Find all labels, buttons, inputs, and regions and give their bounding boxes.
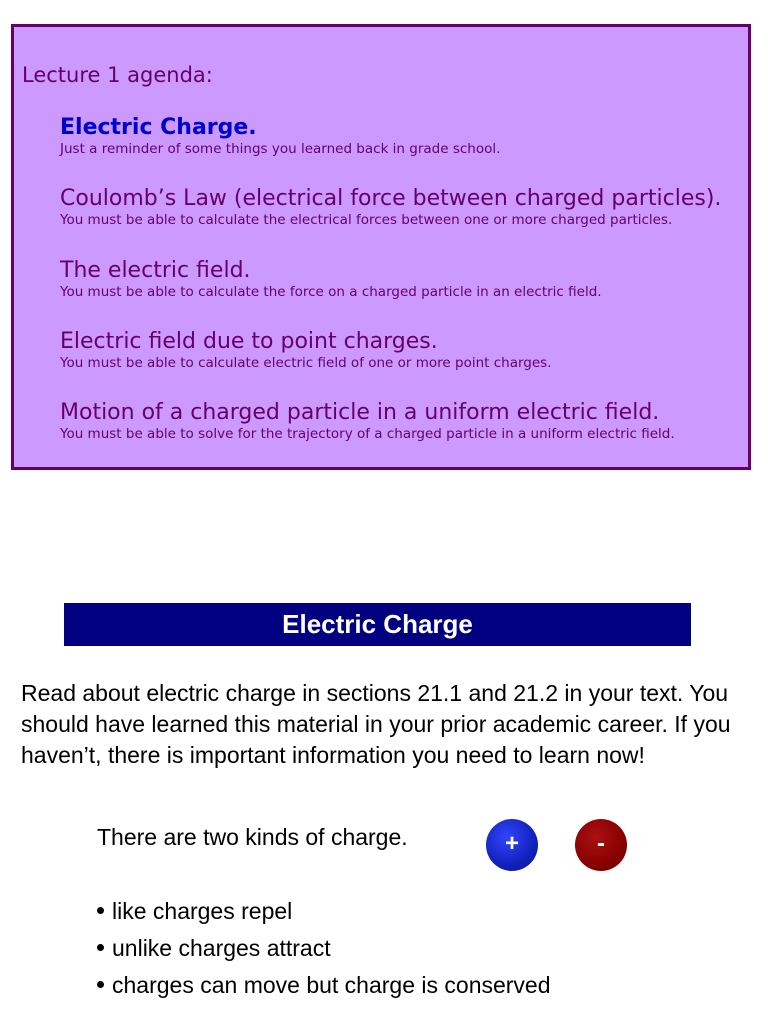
charge-properties-list <box>97 896 551 1007</box>
agenda-item-electric-field <box>60 258 602 301</box>
list-item <box>97 970 551 1007</box>
list-item <box>97 896 551 933</box>
list-item-text: charges can move but charge is conserved <box>112 972 551 998</box>
agenda-item-heading: Electric Charge. <box>60 115 257 140</box>
agenda-item-subtext: You must be able to calculate electric field of one or more point charges. <box>60 355 552 371</box>
agenda-item-electric-charge <box>60 115 500 158</box>
agenda-item-subtext: You must be able to calculate the electrical forces between one or more charged particles. <box>60 212 673 228</box>
agenda-box <box>11 24 751 470</box>
list-item-text: unlike charges attract <box>112 935 331 961</box>
section-header: Electric Charge <box>64 603 691 646</box>
agenda-item-heading: The electric field. <box>60 258 251 283</box>
agenda-item-heading: Coulomb’s Law (electrical force between charged particles). <box>60 186 722 211</box>
agenda-title: Lecture 1 agenda: <box>22 63 213 87</box>
list-item-text: like charges repel <box>112 898 293 924</box>
bullet-icon <box>97 981 104 988</box>
agenda-item-subtext: You must be able to solve for the trajectory of a charged particle in a uniform electric field. <box>60 426 675 442</box>
negative-charge-icon: - <box>575 819 627 871</box>
agenda-item-subtext: Just a reminder of some things you learned back in grade school. <box>60 141 501 157</box>
agenda-item-uniform-field-motion <box>60 400 675 443</box>
agenda-item-coulombs-law <box>60 186 721 229</box>
bullet-icon <box>97 944 104 951</box>
bullet-icon <box>97 907 104 914</box>
agenda-item-heading: Motion of a charged particle in a uniform electric field. <box>60 400 660 425</box>
two-kinds-of-charge-text: There are two kinds of charge. <box>97 824 408 850</box>
list-item <box>97 933 551 970</box>
positive-charge-icon: + <box>486 819 538 871</box>
intro-paragraph: Read about electric charge in sections 21.1 and 21.2 in your text. You should have learned this material in your prior academic career. If you haven’t, there is important information you need to learn now! <box>21 680 731 768</box>
agenda-item-subtext: You must be able to calculate the force on a charged particle in an electric field. <box>60 284 602 300</box>
agenda-item-point-charges <box>60 329 552 372</box>
agenda-item-heading: Electric field due to point charges. <box>60 329 438 354</box>
